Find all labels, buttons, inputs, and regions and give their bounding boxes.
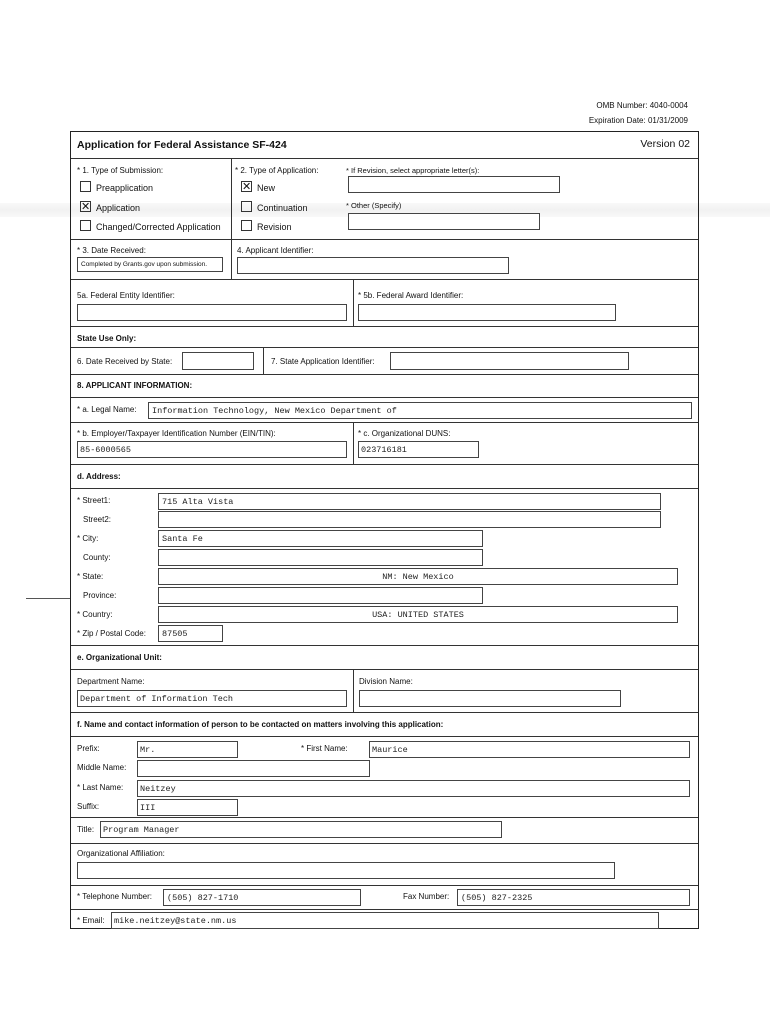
county-field[interactable]: [158, 549, 483, 566]
revision-label: Revision: [257, 222, 292, 232]
phone-label: * Telephone Number:: [77, 892, 153, 901]
affiliation-label: Organizational Affiliation:: [77, 849, 165, 858]
federal-entity-field[interactable]: [77, 304, 347, 321]
other-specify-field[interactable]: [348, 213, 540, 230]
state-app-id-field[interactable]: [390, 352, 629, 370]
date-received-value: Completed by Grants.gov upon submission.: [81, 261, 208, 268]
federal-entity-label: 5a. Federal Entity Identifier:: [77, 291, 175, 300]
rule: [71, 645, 698, 646]
city-field[interactable]: [158, 530, 483, 547]
division-field[interactable]: [359, 690, 621, 707]
prefix-label: Prefix:: [77, 744, 100, 753]
form-version: Version 02: [640, 138, 690, 150]
rule: [71, 909, 698, 910]
rule: [71, 374, 698, 375]
changed-corrected-label: Changed/Corrected Application: [96, 222, 221, 232]
application-label: Application: [96, 203, 141, 213]
phone-value: (505) 827-1710: [167, 893, 239, 903]
title-label: Title:: [77, 825, 95, 834]
state-label: * State:: [77, 572, 104, 581]
rule: [71, 817, 698, 818]
ein-value: 85-6000565: [80, 445, 132, 455]
continuation-checkbox[interactable]: [241, 201, 252, 212]
rule: [231, 158, 232, 239]
preapplication-label: Preapplication: [96, 183, 154, 193]
rule: [353, 279, 354, 326]
rule: [71, 843, 698, 844]
rule: [353, 669, 354, 712]
first-name-field[interactable]: [369, 741, 690, 758]
state-app-id-label: 7. State Application Identifier:: [271, 357, 375, 366]
last-name-value: Neitzey: [140, 784, 176, 794]
preapplication-checkbox[interactable]: [80, 181, 91, 192]
rule: [71, 712, 698, 713]
department-field[interactable]: [77, 690, 347, 707]
legal-name-label: * a. Legal Name:: [77, 405, 137, 414]
applicant-identifier-field[interactable]: [237, 257, 509, 274]
prefix-value: Mr.: [140, 745, 156, 755]
street2-field[interactable]: [158, 511, 661, 528]
division-label: Division Name:: [359, 677, 413, 686]
province-label: Province:: [83, 591, 117, 600]
rule: [71, 464, 698, 465]
rule: [71, 885, 698, 886]
title-value: Program Manager: [103, 825, 180, 835]
email-value: mike.neitzey@state.nm.us: [114, 916, 237, 926]
type-application-label: * 2. Type of Application:: [235, 166, 319, 175]
affiliation-field[interactable]: [77, 862, 615, 879]
first-name-label: * First Name:: [301, 744, 348, 753]
middle-name-field[interactable]: [137, 760, 370, 777]
continuation-label: Continuation: [257, 203, 308, 213]
rule: [71, 669, 698, 670]
street2-label: Street2:: [83, 515, 112, 524]
omb-info: [589, 98, 688, 128]
city-value: Santa Fe: [162, 534, 203, 544]
department-value: Department of Information Tech: [80, 694, 234, 704]
zip-value: 87505: [162, 629, 188, 639]
prefix-field[interactable]: [137, 741, 238, 758]
rule: [71, 488, 698, 489]
omb-number: OMB Number: 4040-0004: [596, 101, 688, 110]
fax-field[interactable]: [457, 889, 690, 906]
suffix-field[interactable]: [137, 799, 238, 816]
date-state-label: 6. Date Received by State:: [77, 357, 173, 366]
email-label: * Email:: [77, 916, 105, 925]
title-field[interactable]: [100, 821, 502, 838]
duns-label: * c. Organizational DUNS:: [358, 429, 451, 438]
date-received-field: [77, 257, 223, 272]
ein-field[interactable]: [77, 441, 347, 458]
first-name-value: Maurice: [372, 745, 408, 755]
state-value: NM: New Mexico: [382, 572, 454, 582]
suffix-value: III: [140, 803, 156, 813]
city-label: * City:: [77, 534, 99, 543]
legal-name-value: Information Technology, New Mexico Department of: [152, 406, 397, 416]
email-field[interactable]: [111, 912, 659, 929]
sf424-form: [70, 131, 699, 929]
last-name-label: * Last Name:: [77, 783, 124, 792]
scan-mark: [26, 598, 70, 599]
street1-value: 715 Alta Vista: [162, 497, 234, 507]
federal-award-field[interactable]: [358, 304, 616, 321]
phone-field[interactable]: [163, 889, 361, 906]
revision-letter-field[interactable]: [348, 176, 560, 193]
address-label: d. Address:: [77, 472, 121, 481]
last-name-field[interactable]: [137, 780, 690, 797]
contact-label: f. Name and contact information of person to be contacted on matters involving this application:: [77, 720, 444, 729]
rule: [71, 736, 698, 737]
duns-field[interactable]: [358, 441, 479, 458]
county-label: County:: [83, 553, 111, 562]
changed-corrected-checkbox[interactable]: [80, 220, 91, 231]
new-label: New: [257, 183, 276, 193]
federal-award-label: * 5b. Federal Award Identifier:: [358, 291, 464, 300]
rule: [71, 279, 698, 280]
form-title: Application for Federal Assistance SF-424: [77, 139, 287, 151]
rule: [71, 422, 698, 423]
province-field[interactable]: [158, 587, 483, 604]
type-submission-label: * 1. Type of Submission:: [77, 166, 164, 175]
country-value: USA: UNITED STATES: [372, 610, 464, 620]
rule: [71, 326, 698, 327]
date-state-field[interactable]: [182, 352, 254, 370]
rule: [71, 158, 698, 159]
application-checkbox[interactable]: ✕: [81, 200, 91, 213]
rule: [71, 397, 698, 398]
other-specify-label: * Other (Specify): [346, 201, 402, 210]
zip-field[interactable]: [158, 625, 223, 642]
street1-label: * Street1:: [77, 496, 111, 505]
fax-label: Fax Number:: [403, 892, 450, 901]
new-checkbox[interactable]: ✕: [242, 180, 252, 193]
zip-label: * Zip / Postal Code:: [77, 629, 146, 638]
applicant-info-label: 8. APPLICANT INFORMATION:: [77, 381, 193, 390]
state-use-label: State Use Only:: [77, 334, 137, 343]
revision-checkbox[interactable]: [241, 220, 252, 231]
revision-letter-label: * If Revision, select appropriate letter(s):: [346, 166, 480, 175]
applicant-identifier-label: 4. Applicant Identifier:: [237, 246, 314, 255]
rule: [263, 347, 264, 374]
org-unit-label: e. Organizational Unit:: [77, 653, 162, 662]
ein-label: * b. Employer/Taxpayer Identification Number (EIN/TIN):: [77, 429, 276, 438]
middle-name-label: Middle Name:: [77, 763, 127, 772]
rule: [71, 347, 698, 348]
country-label: * Country:: [77, 610, 113, 619]
omb-expiration: Expiration Date: 01/31/2009: [588, 116, 688, 125]
duns-value: 023716181: [361, 445, 407, 455]
department-label: Department Name:: [77, 677, 145, 686]
state-select[interactable]: [158, 568, 678, 585]
legal-name-field[interactable]: [148, 402, 692, 419]
suffix-label: Suffix:: [77, 802, 100, 811]
street1-field[interactable]: [158, 493, 661, 510]
fax-value: (505) 827-2325: [461, 893, 533, 903]
date-received-label: * 3. Date Received:: [77, 246, 146, 255]
country-select[interactable]: [158, 606, 678, 623]
rule: [353, 422, 354, 464]
rule: [231, 239, 232, 279]
rule: [71, 239, 698, 240]
